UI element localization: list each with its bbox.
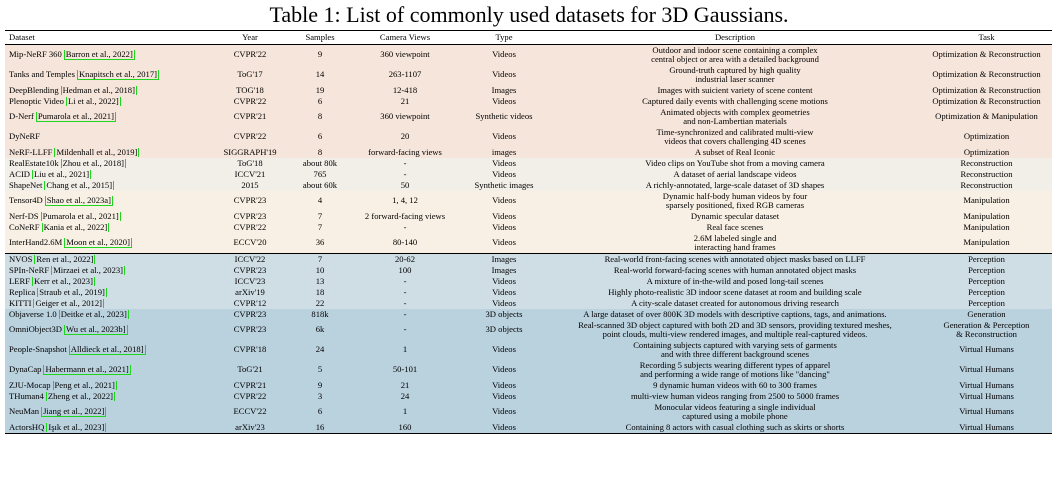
header-description: Description xyxy=(714,32,756,42)
dataset-name: LERF xyxy=(9,276,31,286)
table-row xyxy=(5,211,1052,222)
samples-cell: 818k xyxy=(311,309,329,319)
table-row xyxy=(5,402,1052,422)
samples-cell: about 80k xyxy=(302,158,338,168)
table-row xyxy=(5,276,1052,287)
camera-views-cell: - xyxy=(403,287,407,297)
samples-cell: 36 xyxy=(315,238,325,248)
type-cell: Videos xyxy=(492,132,516,142)
task-cell: Perception xyxy=(968,276,1005,286)
camera-views-cell: - xyxy=(403,169,407,179)
camera-views-cell: - xyxy=(403,222,407,232)
year-cell: ToG'17 xyxy=(237,70,263,80)
table-row xyxy=(5,65,1052,85)
dataset-name: Mip-NeRF 360 xyxy=(9,50,62,60)
task-cell: Virtual Humans xyxy=(959,380,1014,390)
task-cell: Manipulation xyxy=(963,211,1010,221)
samples-cell: 24 xyxy=(315,345,325,355)
camera-views-cell: 20 xyxy=(400,132,410,142)
dataset-name-cell xyxy=(5,132,211,142)
year-cell: ToG'21 xyxy=(237,365,263,375)
description-cell: Images with suicient variety of scene content xyxy=(657,85,813,95)
dataset-name-cell xyxy=(5,288,211,298)
table-row xyxy=(5,107,1052,127)
dataset-name-cell xyxy=(5,310,211,320)
description-cell: Video clips on YouTube shot from a moving camera xyxy=(645,158,825,168)
samples-cell: 8 xyxy=(317,147,323,157)
camera-views-cell: - xyxy=(403,276,407,286)
type-cell: Videos xyxy=(492,345,516,355)
table-caption: Table 1: List of commonly used datasets for 3D Gaussians. xyxy=(269,2,789,27)
type-cell: Videos xyxy=(492,407,516,417)
description-cell: Containing 8 actors with casual clothing such as skirts or shorts xyxy=(625,422,845,432)
citation-link[interactable]: Straub et al., 2019] xyxy=(39,287,105,297)
type-cell: 3D objects xyxy=(485,309,523,319)
samples-cell: 10 xyxy=(315,265,325,275)
dataset-name: Objaverse 1.0 xyxy=(9,309,57,319)
camera-views-cell: 1 xyxy=(402,345,408,355)
task-cell: Manipulation xyxy=(963,196,1010,206)
samples-cell: 13 xyxy=(315,276,325,286)
camera-views-cell: 360 viewpoint xyxy=(380,112,430,122)
description-cell: A city-scale dataset created for autonomous driving research xyxy=(631,298,839,308)
task-cell: Virtual Humans xyxy=(959,345,1014,355)
dataset-name-cell xyxy=(5,223,211,233)
camera-views-cell: 263-1107 xyxy=(388,70,422,80)
header-dataset: Dataset xyxy=(9,32,35,42)
type-cell: Videos xyxy=(492,422,516,432)
citation-link[interactable]: Mirzaei et al., 2023] xyxy=(53,265,124,275)
task-cell: Perception xyxy=(968,254,1005,264)
type-cell: images xyxy=(491,147,517,157)
citation-link[interactable]: Kania et al., 2022] xyxy=(43,222,108,232)
task-cell: Virtual Humans xyxy=(959,365,1014,375)
type-cell: Videos xyxy=(492,380,516,390)
table-row xyxy=(5,169,1052,180)
type-cell: Videos xyxy=(492,158,516,168)
citation-link[interactable]: Wu et al., 2023b] xyxy=(66,325,126,335)
year-cell: CVPR'18 xyxy=(233,345,267,355)
table-row xyxy=(5,96,1052,107)
task-cell: Perception xyxy=(968,265,1005,275)
dataset-name-cell xyxy=(5,238,211,248)
dataset-name: ACID xyxy=(9,169,31,179)
task-cell: Virtual Humans xyxy=(959,407,1014,417)
type-cell: Videos xyxy=(492,169,516,179)
year-cell: CVPR'23 xyxy=(233,196,267,206)
citation-link[interactable]: Liu et al., 2021] xyxy=(34,169,90,179)
year-cell: CVPR'22 xyxy=(233,50,267,60)
type-cell: Images xyxy=(491,265,517,275)
dataset-name-cell xyxy=(5,159,211,169)
description-cell: A dataset of aerial landscape videos xyxy=(673,169,797,179)
type-cell: Synthetic images xyxy=(474,180,534,190)
table-row xyxy=(5,180,1052,191)
year-cell: 2015 xyxy=(241,180,259,190)
samples-cell: 4 xyxy=(317,196,323,206)
header-year: Year xyxy=(242,32,258,42)
dataset-name: Tensor4D xyxy=(9,196,43,206)
samples-cell: 6 xyxy=(317,96,323,106)
citation-link[interactable]: Peng et al., 2021] xyxy=(54,380,115,390)
camera-views-cell: 160 xyxy=(398,422,412,432)
task-cell: Reconstruction xyxy=(960,169,1013,179)
samples-cell: 5 xyxy=(317,365,323,375)
type-cell: Videos xyxy=(492,365,516,375)
citation-link[interactable]: Kerr et al., 2023] xyxy=(34,276,93,286)
year-cell: ECCV'22 xyxy=(233,407,267,417)
table-row xyxy=(5,380,1052,391)
table-row xyxy=(5,309,1052,320)
citation-link[interactable]: Deitke et al., 2023] xyxy=(60,309,127,319)
dataset-name: DeepBlending xyxy=(9,85,59,95)
year-cell: CVPR'21 xyxy=(233,112,267,122)
description-cell: 9 dynamic human videos with 60 to 300 frames xyxy=(653,380,817,390)
task-cell: Optimization & Reconstruction xyxy=(932,96,1041,106)
camera-views-cell: - xyxy=(403,309,407,319)
citation-link[interactable]: Chang et al., 2015] xyxy=(46,180,113,190)
dataset-name: Tanks and Temples xyxy=(9,70,75,80)
year-cell: CVPR'23 xyxy=(233,265,267,275)
dataset-name: CoNeRF xyxy=(9,222,40,232)
samples-cell: 3 xyxy=(317,391,323,401)
samples-cell: 7 xyxy=(317,211,323,221)
table-row xyxy=(5,360,1052,380)
header-camera-views: Camera Views xyxy=(379,32,431,42)
dataset-name: THuman4 xyxy=(9,391,44,401)
task-cell: Optimization xyxy=(963,132,1010,142)
samples-cell: 22 xyxy=(315,298,325,308)
description-cell: Animated objects with complex geometries and non-Lambertian materials xyxy=(660,107,810,126)
type-cell: Videos xyxy=(492,391,516,401)
camera-views-cell: 50 xyxy=(400,180,410,190)
type-cell: Videos xyxy=(492,211,516,221)
year-cell: ICCV'22 xyxy=(234,254,266,264)
citation-link[interactable]: Alldieck et al., 2018] xyxy=(70,345,144,355)
description-cell: Highly photo-realistic 3D indoor scene dataset at room and building scale xyxy=(608,287,862,297)
dataset-name: Nerf-DS xyxy=(9,211,39,221)
dataset-name: NVOS xyxy=(9,254,33,264)
task-cell: Virtual Humans xyxy=(959,391,1014,401)
table-row xyxy=(5,340,1052,360)
camera-views-cell: - xyxy=(403,158,407,168)
dataset-name: ActorsHQ xyxy=(9,422,45,432)
dataset-name-cell xyxy=(5,325,211,335)
dataset-name: NeRF-LLFF xyxy=(9,147,53,157)
citation-link[interactable]: Ren et al., 2022] xyxy=(36,254,94,264)
description-cell: Dynamic specular dataset xyxy=(690,211,780,221)
description-cell: Containing subjects captured with varying sets of garments and with three different background scenes xyxy=(633,340,837,359)
citation-link[interactable]: Li et al., 2022] xyxy=(67,96,119,106)
dataset-name-cell xyxy=(5,170,211,180)
header-type: Type xyxy=(495,32,513,42)
dataset-name: D-Nerf xyxy=(9,112,34,122)
description-cell: Real face scenes xyxy=(706,222,764,232)
table-row xyxy=(5,287,1052,298)
table-row xyxy=(5,233,1052,253)
citation-link[interactable]: Jiang et al., 2022] xyxy=(43,407,105,417)
table-body xyxy=(5,45,1052,433)
task-cell: Generation & Perception & Reconstruction xyxy=(943,320,1030,339)
camera-views-cell: 24 xyxy=(400,391,410,401)
camera-views-cell: 12-418 xyxy=(392,85,418,95)
description-cell: Captured daily events with challenging scene motions xyxy=(642,96,828,106)
samples-cell: 6 xyxy=(317,407,323,417)
dataset-name-cell xyxy=(5,255,211,265)
description-cell: Real-world forward-facing scenes with human annotated object masks xyxy=(613,265,857,275)
year-cell: CVPR'22 xyxy=(233,132,267,142)
citation-link[interactable]: Zheng et al., 2022] xyxy=(47,391,114,401)
dataset-name: ZJU-Mocap xyxy=(9,380,51,390)
task-cell: Reconstruction xyxy=(960,158,1013,168)
dataset-name-cell xyxy=(5,266,211,276)
dataset-name-cell xyxy=(5,196,211,206)
camera-views-cell: forward-facing views xyxy=(368,147,442,157)
table-row xyxy=(5,158,1052,169)
year-cell: arXiv'23 xyxy=(235,422,265,432)
dataset-name-cell xyxy=(5,148,211,158)
type-cell: Videos xyxy=(492,276,516,286)
dataset-name-cell xyxy=(5,112,211,122)
table-row xyxy=(5,391,1052,402)
description-cell: 2.6M labeled single and interacting hand frames xyxy=(693,233,777,252)
task-cell: Perception xyxy=(968,287,1005,297)
type-cell: Videos xyxy=(492,70,516,80)
samples-cell: 7 xyxy=(317,222,323,232)
samples-cell: 8 xyxy=(317,112,323,122)
description-cell: A large dataset of over 800K 3D models with descriptive captions, tags, and animations. xyxy=(583,309,887,319)
citation-link[interactable]: Geiger et al., 2012] xyxy=(35,298,103,308)
samples-cell: 18 xyxy=(315,287,325,297)
year-cell: CVPR'22 xyxy=(233,391,267,401)
task-cell: Perception xyxy=(968,298,1005,308)
citation-link[interactable]: Hedman et al., 2018] xyxy=(62,85,135,95)
camera-views-cell: 80-140 xyxy=(392,238,418,248)
citation-link[interactable]: Pumarola et al., 2021] xyxy=(37,112,114,122)
task-cell: Optimization xyxy=(963,147,1010,157)
year-cell: arXiv'19 xyxy=(235,287,265,297)
year-cell: ECCV'20 xyxy=(233,238,267,248)
dataset-name: ShapeNet xyxy=(9,180,43,190)
description-cell: Real-scanned 3D object captured with both 2D and 3D sensors, providing textured meshes, point clouds, multi-view rendered images, and multiple real-captured videos. xyxy=(578,320,892,339)
samples-cell: 765 xyxy=(313,169,327,179)
dataset-name-cell xyxy=(5,381,211,391)
task-cell: Optimization & Reconstruction xyxy=(932,70,1041,80)
type-cell: Videos xyxy=(492,287,516,297)
camera-views-cell: - xyxy=(403,325,407,335)
year-cell: CVPR'22 xyxy=(233,222,267,232)
camera-views-cell: 21 xyxy=(400,380,410,390)
year-cell: TOG'18 xyxy=(236,85,264,95)
dataset-name-cell xyxy=(5,70,211,80)
task-cell: Optimization & Manipulation xyxy=(935,112,1038,122)
header-samples: Samples xyxy=(305,32,335,42)
year-cell: CVPR'23 xyxy=(233,325,267,335)
type-cell: Synthetic videos xyxy=(475,112,533,122)
camera-views-cell: 1 xyxy=(402,407,408,417)
citation-link[interactable]: Pumarola et al., 2021] xyxy=(42,211,119,221)
samples-cell: 19 xyxy=(315,85,325,95)
samples-cell: 6k xyxy=(315,325,325,335)
camera-views-cell: - xyxy=(403,298,407,308)
description-cell: A richly-annotated, large-scale dataset of 3D shapes xyxy=(645,180,825,190)
table-row xyxy=(5,222,1052,233)
type-cell: Videos xyxy=(492,50,516,60)
table-row xyxy=(5,298,1052,309)
table-row xyxy=(5,253,1052,265)
dataset-name-cell xyxy=(5,423,211,433)
type-cell: Videos xyxy=(492,196,516,206)
table-row xyxy=(5,191,1052,211)
table-row xyxy=(5,85,1052,96)
citation-link[interactable]: Mildenhall et al., 2019] xyxy=(56,147,138,157)
dataset-name: DynaCap xyxy=(9,365,42,375)
task-cell: Optimization & Reconstruction xyxy=(932,50,1041,60)
table-header-row xyxy=(5,31,1052,45)
datasets-table xyxy=(5,30,1052,434)
camera-views-cell: 20-62 xyxy=(394,254,416,264)
description-cell: Ground-truth captured by high quality industrial laser scanner xyxy=(669,65,801,84)
table-row xyxy=(5,320,1052,340)
dataset-name-cell xyxy=(5,365,211,375)
table-row xyxy=(5,127,1052,147)
dataset-name: DyNeRF xyxy=(9,132,41,142)
camera-views-cell: 100 xyxy=(398,265,412,275)
year-cell: CVPR'12 xyxy=(233,298,267,308)
type-cell: Images xyxy=(491,254,517,264)
citation-link[interactable]: Işık et al., 2023] xyxy=(48,422,105,432)
dataset-name-cell xyxy=(5,86,211,96)
year-cell: ToG'18 xyxy=(237,158,263,168)
year-cell: ICCV'21 xyxy=(234,169,266,179)
dataset-name: InterHand2.6M xyxy=(9,238,63,248)
citation-link[interactable]: Shao et al., 2023a] xyxy=(46,196,111,206)
dataset-name: NeuMan xyxy=(9,407,40,417)
dataset-name: SPIn-NeRF xyxy=(9,265,50,275)
citation-link[interactable]: Habermann et al., 2021] xyxy=(45,365,129,375)
dataset-name-cell xyxy=(5,299,211,309)
type-cell: Videos xyxy=(492,96,516,106)
table-row xyxy=(5,45,1052,65)
dataset-name: People-Snapshot xyxy=(9,345,67,355)
dataset-name: OmniObject3D xyxy=(9,325,62,335)
task-cell: Manipulation xyxy=(963,222,1010,232)
samples-cell: about 60k xyxy=(302,180,338,190)
task-cell: Manipulation xyxy=(963,238,1010,248)
description-cell: Recording 5 subjects wearing different types of apparel and performing a wide range of motions like "dancing" xyxy=(639,360,831,379)
samples-cell: 6 xyxy=(317,132,323,142)
samples-cell: 9 xyxy=(317,50,323,60)
year-cell: CVPR'23 xyxy=(233,309,267,319)
type-cell: Videos xyxy=(492,222,516,232)
samples-cell: 14 xyxy=(315,70,325,80)
dataset-name-cell xyxy=(5,392,211,402)
description-cell: Outdoor and indoor scene containing a complex central object or area with a detailed background xyxy=(651,45,819,64)
description-cell: A mixture of in-the-wild and posed long-tail scenes xyxy=(646,276,824,286)
description-cell: Real-world front-facing scenes with annotated object masks based on LLFF xyxy=(604,254,866,264)
year-cell: CVPR'22 xyxy=(233,96,267,106)
samples-cell: 9 xyxy=(317,380,323,390)
samples-cell: 16 xyxy=(315,422,325,432)
dataset-name-cell xyxy=(5,181,211,191)
year-cell: ICCV'23 xyxy=(234,276,266,286)
dataset-name-cell xyxy=(5,50,211,60)
table-row xyxy=(5,147,1052,158)
dataset-name-cell xyxy=(5,97,211,107)
type-cell: Videos xyxy=(492,298,516,308)
dataset-name-cell xyxy=(5,345,211,355)
year-cell: SIGGRAPH'19 xyxy=(223,147,277,157)
dataset-name-cell xyxy=(5,212,211,222)
samples-cell: 7 xyxy=(317,254,323,264)
task-cell: Generation xyxy=(967,309,1006,319)
camera-views-cell: 360 viewpoint xyxy=(380,50,430,60)
task-cell: Reconstruction xyxy=(960,180,1013,190)
table-row xyxy=(5,265,1052,276)
dataset-name: Plenoptic Video xyxy=(9,96,64,106)
dataset-name: KITTI xyxy=(9,298,32,308)
description-cell: multi-view human videos ranging from 2500 to 5000 frames xyxy=(630,391,840,401)
citation-link[interactable]: Zhou et al., 2018] xyxy=(62,158,124,168)
year-cell: CVPR'21 xyxy=(233,380,267,390)
dataset-name-cell xyxy=(5,407,211,417)
task-cell: Optimization & Reconstruction xyxy=(932,85,1041,95)
year-cell: CVPR'23 xyxy=(233,211,267,221)
description-cell: Monocular videos featuring a single individual captured using a mobile phone xyxy=(654,402,816,421)
task-cell: Virtual Humans xyxy=(959,422,1014,432)
type-cell: Images xyxy=(491,85,517,95)
camera-views-cell: 21 xyxy=(400,96,410,106)
description-cell: Time-synchronized and calibrated multi-view videos that covers challenging 4D scenes xyxy=(656,127,814,146)
description-cell: A subset of Real Iconic xyxy=(694,147,776,157)
camera-views-cell: 50-101 xyxy=(392,365,418,375)
description-cell: Dynamic half-body human videos by four sparsely positioned, fixed RGB cameras xyxy=(662,191,808,210)
dataset-name-cell xyxy=(5,277,211,287)
citation-link[interactable]: Knapitsch et al., 2017] xyxy=(78,70,157,80)
camera-views-cell: 2 forward-facing views xyxy=(364,211,446,221)
citation-link[interactable]: Barron et al., 2022] xyxy=(65,50,133,60)
dataset-name: Replica xyxy=(9,287,36,297)
dataset-name: RealEstate10k xyxy=(9,158,59,168)
type-cell: Videos xyxy=(492,238,516,248)
table-row xyxy=(5,422,1052,433)
header-task: Task xyxy=(978,32,995,42)
type-cell: 3D objects xyxy=(485,325,523,335)
camera-views-cell: 1, 4, 12 xyxy=(392,196,418,206)
citation-link[interactable]: Moon et al., 2020] xyxy=(66,238,130,248)
